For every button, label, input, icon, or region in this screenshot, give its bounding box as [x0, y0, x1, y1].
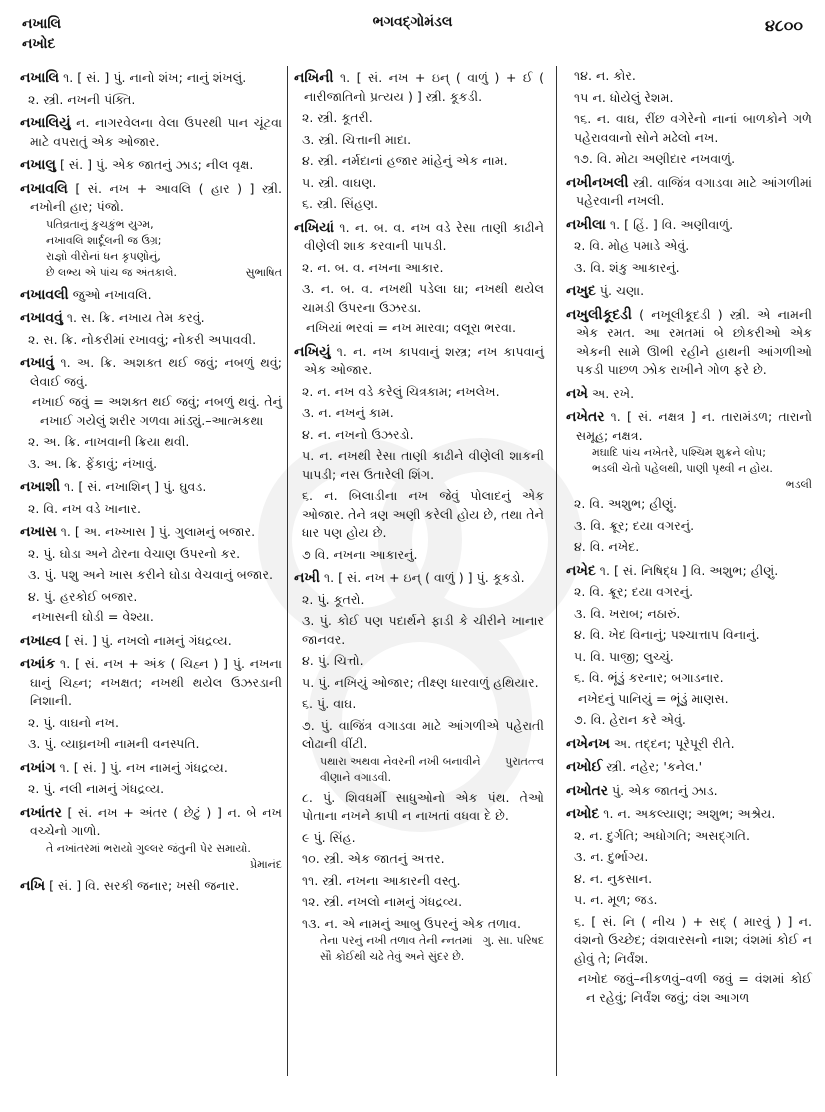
definition-text: ૩. ન. નખનું કામ.: [302, 405, 394, 420]
sense-line: [294, 850, 544, 869]
headword: નખાવું: [20, 355, 55, 371]
sense-line: [566, 648, 812, 667]
quotation-line: [20, 249, 282, 265]
definition-text: ૬. પું. વાઘ.: [302, 696, 357, 711]
definition-text: ૨. પું. કૂતરો.: [302, 591, 365, 607]
sense-line: [20, 780, 282, 799]
headword: નખોદ: [566, 806, 600, 822]
definition-text: ભડલી ચેતો પહેલથી, પાણી પૃથ્વી ન હોય.: [592, 462, 773, 475]
sense-line: [294, 893, 544, 912]
sense-line: [566, 827, 812, 846]
definition-text: ૨. ન. નખ વડે કરેલું ચિત્રકામ; નખલેખ.: [302, 383, 500, 399]
definition-text: ૭. વિ. હેરાન કરે એવું.: [574, 712, 686, 727]
dictionary-entry: [566, 735, 812, 754]
quotation-source: પુરાતત્ત્વ: [505, 754, 544, 768]
sense-line: [566, 848, 812, 867]
definition-text: નખોદ જવું–નીકળવું–વળી જવું = વંશમાં કોઈ ન રહેવું; નિર્વંશ જવું; વંશ આગળ: [578, 971, 812, 1005]
sense-line: [294, 195, 544, 214]
definition-text: ૩. વિ. ખરાબ; નઠારું.: [574, 605, 681, 621]
definition-text: ૨. સ્ત્રી. નખની પંક્તિ.: [28, 91, 136, 107]
definition-text: સ્ત્રી. વાજિંત્ર વગાડવા માટે આંગળીમાં પહેરવાની નખલી.: [576, 174, 812, 208]
definition-text: તે નખાંતરમાં ભરાયો ગુલ્લર જંતુની પેર સમાયો.: [46, 841, 251, 855]
sense-line: [294, 447, 544, 484]
headword: નખિયું: [294, 343, 331, 360]
definition-text: [ સં. ] વિ. સરકી જનાર; ખસી જનાર.: [45, 877, 240, 893]
column-divider: [287, 66, 288, 1076]
dictionary-entry: [20, 478, 282, 497]
definition-text: ૧૩. ન. એ નામનું આબુ ઉપરનું એક તળાવ.: [302, 915, 522, 931]
dictionary-entry: [20, 877, 282, 896]
sense-line: [294, 915, 544, 934]
definition-text: ૧. [ સં. નક્ષત્ર ] ન. તારામંડળ; તારાનો સમૂહ; નક્ષત્ર.: [576, 409, 812, 443]
headword: નખાલુ: [20, 157, 56, 173]
definition-text: ૧૨. સ્ત્રી. નખલો નામનું ગંધદ્રવ્ય.: [302, 894, 463, 909]
definition-text: ૧. સ. ક્રિ. નખાય તેમ કરવું.: [62, 310, 205, 325]
definition-text: રાજ્ઞો વીરોનાં ધન કૃપણોનું,: [46, 249, 161, 263]
quotation-source: સુભાષિત: [245, 265, 282, 279]
sense-line: [294, 829, 544, 848]
dictionary-entry: [294, 343, 544, 380]
definition-text: ૨. અ. ક્રિ. નાખવાની ક્રિયા થવી.: [28, 434, 190, 449]
sense-line: [20, 566, 282, 585]
definition-text: ૧. [ અ. નખ્ખાસ ] પું. ગુલામનું બજાર.: [56, 524, 256, 539]
headword: નખાવલિ: [20, 180, 68, 197]
definition-text: ૪. વિ. ખેદ વિનાનું; પશ્ચાત્તાપ વિનાનું.: [574, 627, 760, 642]
definition-text: સ્ત્રી. નહેર; 'કનેલ.': [602, 759, 703, 774]
headword: નખાલિયું: [20, 115, 71, 131]
definition-text: ૨. સ. ક્રિ. નોકરીમાં રખાવવું; નોકરી અપાવવી.: [28, 331, 257, 347]
quotation-source: [566, 477, 812, 492]
dictionary-entry: [20, 632, 282, 651]
column-1: [20, 64, 282, 895]
dictionary-entry: [20, 114, 282, 151]
sense-line: [294, 487, 544, 543]
definition-text: અ. તદ્દન; પૂરેપૂરી રીતે.: [609, 735, 735, 751]
definition-text: ૩. પું. વ્યાઘ્રનખી નામની વનસ્પતિ.: [28, 736, 200, 751]
headword: નખાંગ: [20, 759, 56, 776]
definition-text: ૫. ન. મૂળ; જડ.: [574, 892, 658, 907]
sense-line: [294, 426, 544, 445]
dictionary-entry: [20, 759, 282, 778]
definition-text: જુઓ નખાવલિ.: [68, 286, 152, 302]
sense-line: [566, 495, 812, 514]
dictionary-entry: [566, 408, 812, 445]
sense-line: [566, 538, 812, 557]
column-divider: [556, 66, 557, 1076]
headword: નખાહ્વ: [20, 632, 61, 649]
definition-text: ૩. પું. કોઈ પણ પદાર્થને ફાડી કે ચીરીને ખાનાર જાનવર.: [302, 613, 544, 647]
headword: નખાસ: [20, 524, 57, 540]
dictionary-entry: [20, 286, 282, 305]
definition-text: ૨. વિ. ક્રૂર; દયા વગરનું.: [574, 584, 694, 599]
sense-line: [566, 259, 812, 278]
sense-line: [294, 280, 544, 317]
definition-text: ૧૧. સ્ત્રી. નખના આકારની વસ્તુ.: [302, 872, 461, 888]
definition-text: નખેદનું પાનિયું = ભૂંડું માણસ.: [578, 690, 729, 706]
quotation-line: [20, 233, 282, 249]
definition-text: ૬. વિ. ભૂંડું કરનાર; બગાડનાર.: [574, 670, 724, 685]
quotation-line: [20, 217, 282, 233]
sense-line: [566, 605, 812, 624]
sense-line: [566, 150, 812, 169]
dictionary-entry: [566, 216, 812, 235]
headword: નખાંતર: [20, 804, 62, 821]
definition-text: ૧૪. ન. કોર.: [574, 68, 636, 83]
definition-text: મઘાદિ પાંચ નખેતરે, પશ્ચિમ શુક્રને લોપ;: [592, 446, 767, 459]
definition-text: નખાવલિ શાર્દૂલની જ ઉગ્ર;: [46, 233, 162, 247]
sense-line: [20, 588, 282, 607]
sense-line: [294, 717, 544, 754]
definition-text: ૮. પું. શિવધર્મી સાધુઓનો એક પંથ. તેઓ પોતાના નખને કાપી ન નાખતાં વધવા દે છે.: [302, 789, 544, 823]
sense-line: [566, 711, 812, 730]
definition-text: નખાઈ જવું = અશક્ત થઈ જવું; નબળું થવું. તેનું નખાઈ ગયેલું શરીર ગળવા માંડ્યું.–આત્મકથા: [32, 394, 282, 428]
headword: નખેતર: [566, 409, 605, 425]
sense-line: [294, 612, 544, 649]
definition-text: પતિવ્રતાનું કુચકુંભ યુગ્મ,: [46, 217, 154, 231]
dictionary-entry: [566, 174, 812, 211]
definition-text: ન. નાગરવેલના વેલા ઉપરથી પાન ચૂંટવા માટે વપરાતું એક ઓજાર.: [30, 115, 282, 149]
sense-line: [294, 152, 544, 171]
headword: નખાશી: [20, 479, 61, 495]
headword: નખે: [566, 385, 588, 402]
definition-text: ૩. સ્ત્રી. ચિત્તાની માદા.: [302, 131, 412, 147]
sense-line: [20, 714, 282, 733]
headword: નખેદ: [566, 562, 596, 579]
page-number: ૪૮૦૦: [765, 16, 803, 35]
definition-text: [ સં. નખ + અંતર ( છેટું ) ] ન. બે નખ વચ્ચેનો ગાળો.: [30, 804, 282, 838]
definition-text: ૭. પું. વાજિંત્ર વગાડવા માટે આંગળીએ પહેરાતી લોઢાની વીંટી.: [302, 717, 544, 751]
definition-text: નખિયાં ભરવાં = નખ મારવા; વલૂરા ભરવા.: [306, 320, 516, 335]
definition-text: ૨. ન. દુર્ગતિ; અધોગતિ; અસદ્ગતિ.: [574, 827, 751, 843]
definition-text: ૨. વિ. નખ વડે ખાનાર.: [28, 500, 142, 516]
definition-text: ૪. ન. નુકસાન.: [574, 870, 653, 886]
sense-line: [294, 674, 544, 693]
definition-text: ૩. ન. દુર્ભાગ્ય.: [574, 849, 649, 864]
sense-line: [294, 789, 544, 826]
quotation-line: [20, 265, 282, 281]
sense-line: [566, 626, 812, 645]
definition-text: ૭ વિ. નખના આકારનું.: [302, 546, 418, 562]
sense-line: [294, 259, 544, 278]
definition-text: ૨. સ્ત્રી. કૂતરી.: [302, 110, 373, 125]
column-3: [566, 64, 812, 1007]
dictionary-entry: [566, 385, 812, 404]
headword: નખાવવું: [20, 310, 63, 326]
definition-text: ૩. ન. બ. વ. નખથી પડેલા ઘા; નખથી થયેલ ચામડી ઉપરના ઉઝરડા.: [302, 281, 544, 315]
definition-text: ૫. પું. નખિયું ઓજાર; તીક્ષ્ણ ધારવાળું હથિયાર.: [302, 674, 539, 690]
dictionary-entry: [20, 523, 282, 542]
sense-line: [566, 67, 812, 86]
dictionary-entry: [294, 569, 544, 588]
definition-text: પથારા અથવા નેવરની નખી બનાવીને વીણાને વગાડવી.: [320, 754, 481, 784]
definition-text: ૩. અ. ક્રિ. ફેંકાવું; નંખાવું.: [28, 455, 158, 471]
sense-line: [20, 500, 282, 519]
sense-line: [294, 383, 544, 402]
sense-line: [294, 174, 544, 193]
definition-text: પું. ચણા.: [595, 283, 645, 298]
quotation-line: [566, 461, 812, 477]
column-2: [294, 64, 544, 965]
dictionary-entry: [20, 354, 282, 391]
sense-line: [20, 735, 282, 754]
definition-text: પું. એક જાતનું ઝાડ.: [607, 782, 718, 798]
guide-word-last: નખોદ: [22, 36, 56, 52]
headword: નખાવલી: [20, 286, 69, 303]
sense-line: [566, 669, 812, 688]
sense-line: [294, 591, 544, 610]
sense-line: [294, 652, 544, 671]
sense-line: [20, 91, 282, 110]
dictionary-entry: [566, 562, 812, 581]
phrase-line: [20, 393, 282, 430]
definition-text: ૨. વિ. મોહ પમાડે એવું.: [574, 238, 690, 253]
definition-text: ( નખૂલીકૂદડી ) સ્ત્રી. એ નામની એક રમત. આ રમતમાં બે છોકરીઓ એક એકની સામે ઊભી રહીને હાથની આંગળીઓ પકડી પાછળ ઝોક રાખીને ગોળ ફરે છે.: [576, 306, 812, 377]
definition-text: અ. રખે.: [587, 385, 635, 401]
definition-text: ૪. પું. ચિત્તો.: [302, 653, 364, 668]
headword: નખિ: [20, 877, 46, 894]
definition-text: [ સં. નખ + આવલિ ( હાર ) ] સ્ત્રી. નખોની હાર; પંજો.: [30, 180, 282, 214]
definition-text: ૬. ન. બિલાડીના નખ જેવું પોલાદનું એક ઓજાર. તેને ત્રણ અણી કરેલી હોય છે, તથા તેને ધાર પણ હોય છે.: [302, 488, 544, 540]
definition-text: તેના પરનું નખી તળાવ તેની ન્નતમાં સૌ કોઈથી ચઢે તેવું અને સુંદર છે.: [320, 934, 473, 963]
definition-text: ૧. ન. અકલ્યાણ; અશુભ; અશ્રેય.: [599, 806, 776, 821]
dictionary-entry: [20, 804, 282, 841]
definition-text: ૧. [ હિં. ] વિ. અણીવાળું.: [605, 216, 734, 232]
sense-line: [20, 545, 282, 564]
dictionary-entry: [20, 180, 282, 217]
phrase-line: [294, 319, 544, 338]
headword: નખુલીકૂદડી: [566, 306, 632, 323]
headword: નખિયાં: [294, 219, 334, 236]
definition-text: ૪. વિ. નખેદ.: [574, 539, 640, 554]
definition-text: ૫. વિ. પાજી; લુચ્ચું.: [574, 648, 674, 664]
dictionary-entry: [566, 758, 812, 777]
sense-line: [294, 546, 544, 565]
definition-text: ૫. ન. નખથી રેસા તાણી કાઢીને વીણેલી શાકની પાપડી; નસ ઉતારેલી શિંગ.: [302, 448, 544, 482]
definition-text: ૬. સ્ત્રી. સિંહણ.: [302, 196, 379, 211]
headword: નખીલા: [566, 216, 606, 233]
headword: નખિની: [294, 70, 334, 86]
dictionary-entry: [20, 69, 282, 88]
definition-text: ૧૭. વિ. મોટા અણીદાર નખવાળું.: [574, 151, 736, 166]
dictionary-entry: [566, 306, 812, 380]
definition-text: ૪. પું. હરકોઈ બજાર.: [28, 588, 138, 604]
phrase-line: [566, 690, 812, 709]
sense-line: [566, 870, 812, 889]
headword: નખાલિ: [20, 70, 60, 86]
definition-text: ૫. સ્ત્રી. વાઘણ.: [302, 174, 377, 190]
definition-text: ૩. વિ. શંકુ આકારનું.: [574, 259, 680, 275]
definition-text: ૧. ન. બ. વ. નખ વડે રેસા તાણી કાઢીને વીણેલી શાક કરવાની પાપડી.: [304, 219, 544, 253]
definition-text: [ સં. ] પું. નખલો નામનું ગંધદ્રવ્ય.: [60, 632, 232, 648]
quotation-source: [20, 857, 282, 872]
dictionary-entry: [294, 219, 544, 256]
quotation-line: [294, 933, 544, 965]
quotation-line: [20, 841, 282, 857]
sense-line: [566, 517, 812, 536]
definition-text: ૯ પું. સિંહ.: [302, 829, 356, 845]
definition-text: ૪. ન. નખનો ઉઝરડો.: [302, 426, 414, 442]
definition-text: ૧. [ સં. નખ + ઇન્ ( વાળું ) + ઈ ( નારીજાતિનો પ્રત્યય ) ] સ્ત્રી. કૂકડી.: [304, 70, 544, 104]
headword: નખાંક: [20, 656, 56, 672]
definition-text: ૨. પું. ઘોડા અને ઢોરના વેચાણ ઉપરનો કર.: [28, 545, 241, 561]
sense-line: [294, 131, 544, 150]
definition-text: ભડલી: [785, 478, 812, 491]
definition-text: ૧૬. ન. વાઘ, રીંછ વગેરેનો નાનાં બાળકોને ગળે પહેરાવવાનો સોને મઢેલો નખ.: [574, 111, 812, 145]
dictionary-entry: [566, 282, 812, 301]
page-title: ભગવદ્ગોમંડલ: [372, 14, 453, 30]
sense-line: [566, 913, 812, 969]
definition-text: ૪. સ્ત્રી. નર્મદાનાં હજાર માંહેનું એક નામ.: [302, 153, 508, 168]
dictionary-entry: [20, 309, 282, 328]
headword: નખેનખ: [566, 735, 610, 752]
definition-text: ૧. [ સં. નખાશિન્ ] પું. ઘુવડ.: [60, 479, 207, 494]
headword: નખુદ: [566, 283, 596, 299]
headword: નખી: [294, 570, 320, 586]
headword: નખીનખલી: [566, 174, 629, 191]
definition-text: ૩. વિ. ક્રૂર; દયા વગરનું.: [574, 517, 695, 533]
definition-text: ૧૦. સ્ત્રી. એક જાતનું અત્તર.: [302, 851, 445, 866]
sense-line: [566, 891, 812, 910]
definition-text: ૧. ન. નખ કાપવાનું શસ્ત્ર; નખ કાપવાનું એક ઓજાર.: [304, 343, 544, 377]
definition-text: પ્રેમાનંદ: [250, 857, 282, 871]
dictionary-entry: [566, 782, 812, 801]
definition-text: ૧. [ સં. નખ + ઇન્ ( વાળું ) ] પું. કૂકડો.: [319, 570, 525, 585]
definition-text: નખાસની ઘોડી = વેશ્યા.: [32, 609, 154, 624]
definition-text: ૧. [ સં. ] પું. નખ નામનું ગંધદ્રવ્ય.: [55, 759, 228, 775]
sense-line: [566, 583, 812, 602]
phrase-line: [20, 608, 282, 627]
quotation-line: [294, 754, 544, 786]
definition-text: ૧. [ સં. નિષિદ્ધ ] વિ. અશુભ; હીણું.: [595, 562, 779, 578]
definition-text: ૧. [ સં. ] પું. નાનો શંખ; નાનું શંખલું.: [59, 70, 247, 85]
phrase-line: [566, 970, 812, 1007]
dictionary-entry: [566, 805, 812, 824]
sense-line: [294, 872, 544, 891]
quotation-source: ગુ. સા. પરિષદ: [482, 934, 544, 947]
headword: નખોઈ: [566, 759, 603, 775]
sense-line: [566, 110, 812, 147]
definition-text: ૨. ન. બ. વ. નખના આકાર.: [302, 259, 444, 275]
dictionary-entry: [20, 655, 282, 711]
definition-text: ૨. પું. વાઘનો નખ.: [28, 714, 120, 730]
sense-line: [566, 89, 812, 108]
sense-line: [294, 404, 544, 423]
definition-text: છે લભ્ય એ પાંચ જ અંતકાલે.: [46, 265, 177, 279]
definition-text: ૧. અ. ક્રિ. અશક્ત થઈ જવું; નબળું થવું; લેવાઈ જવું.: [30, 355, 282, 389]
sense-line: [294, 109, 544, 128]
sense-line: [294, 695, 544, 714]
definition-text: [ સં. ] પું. એક જાતનું ઝાડ; નીલ વૃક્ષ.: [55, 157, 254, 172]
guide-word-first: નખાલિ: [22, 16, 62, 32]
definition-text: ૧૫ ન. ધોયેલું રેશમ.: [574, 89, 674, 105]
dictionary-entry: [20, 156, 282, 175]
headword: નખોતર: [566, 782, 608, 799]
definition-text: ૨. પું. નલી નામનું ગંધદ્રવ્ય.: [28, 781, 165, 796]
sense-line: [20, 331, 282, 350]
sense-line: [566, 237, 812, 256]
definition-text: ૬. [ સં. નિ ( નીચ ) + સદ્ ( મારવું ) ] ન. વંશનો ઉચ્છેદ; વંશવારસનો નાશ; વંશમાં કોઈ ન હોવું તે; નિર્વંશ.: [574, 913, 812, 966]
definition-text: ૩. પું. પશુ અને ખાસ કરીને ઘોડા વેચવાનું બજાર.: [28, 567, 273, 582]
definition-text: ૨. વિ. અશુભ; હીણું.: [574, 496, 677, 511]
sense-line: [20, 455, 282, 474]
quotation-line: [566, 445, 812, 461]
sense-line: [20, 433, 282, 452]
definition-text: ૧. [ સં. નખ + અંક ( ચિહ્ન ) ] પું. નખના ઘાનું ચિહ્ન; નખક્ષત; નખથી થયેલ ઉઝરડાની નિશાની.: [30, 656, 282, 708]
dictionary-entry: [294, 69, 544, 106]
